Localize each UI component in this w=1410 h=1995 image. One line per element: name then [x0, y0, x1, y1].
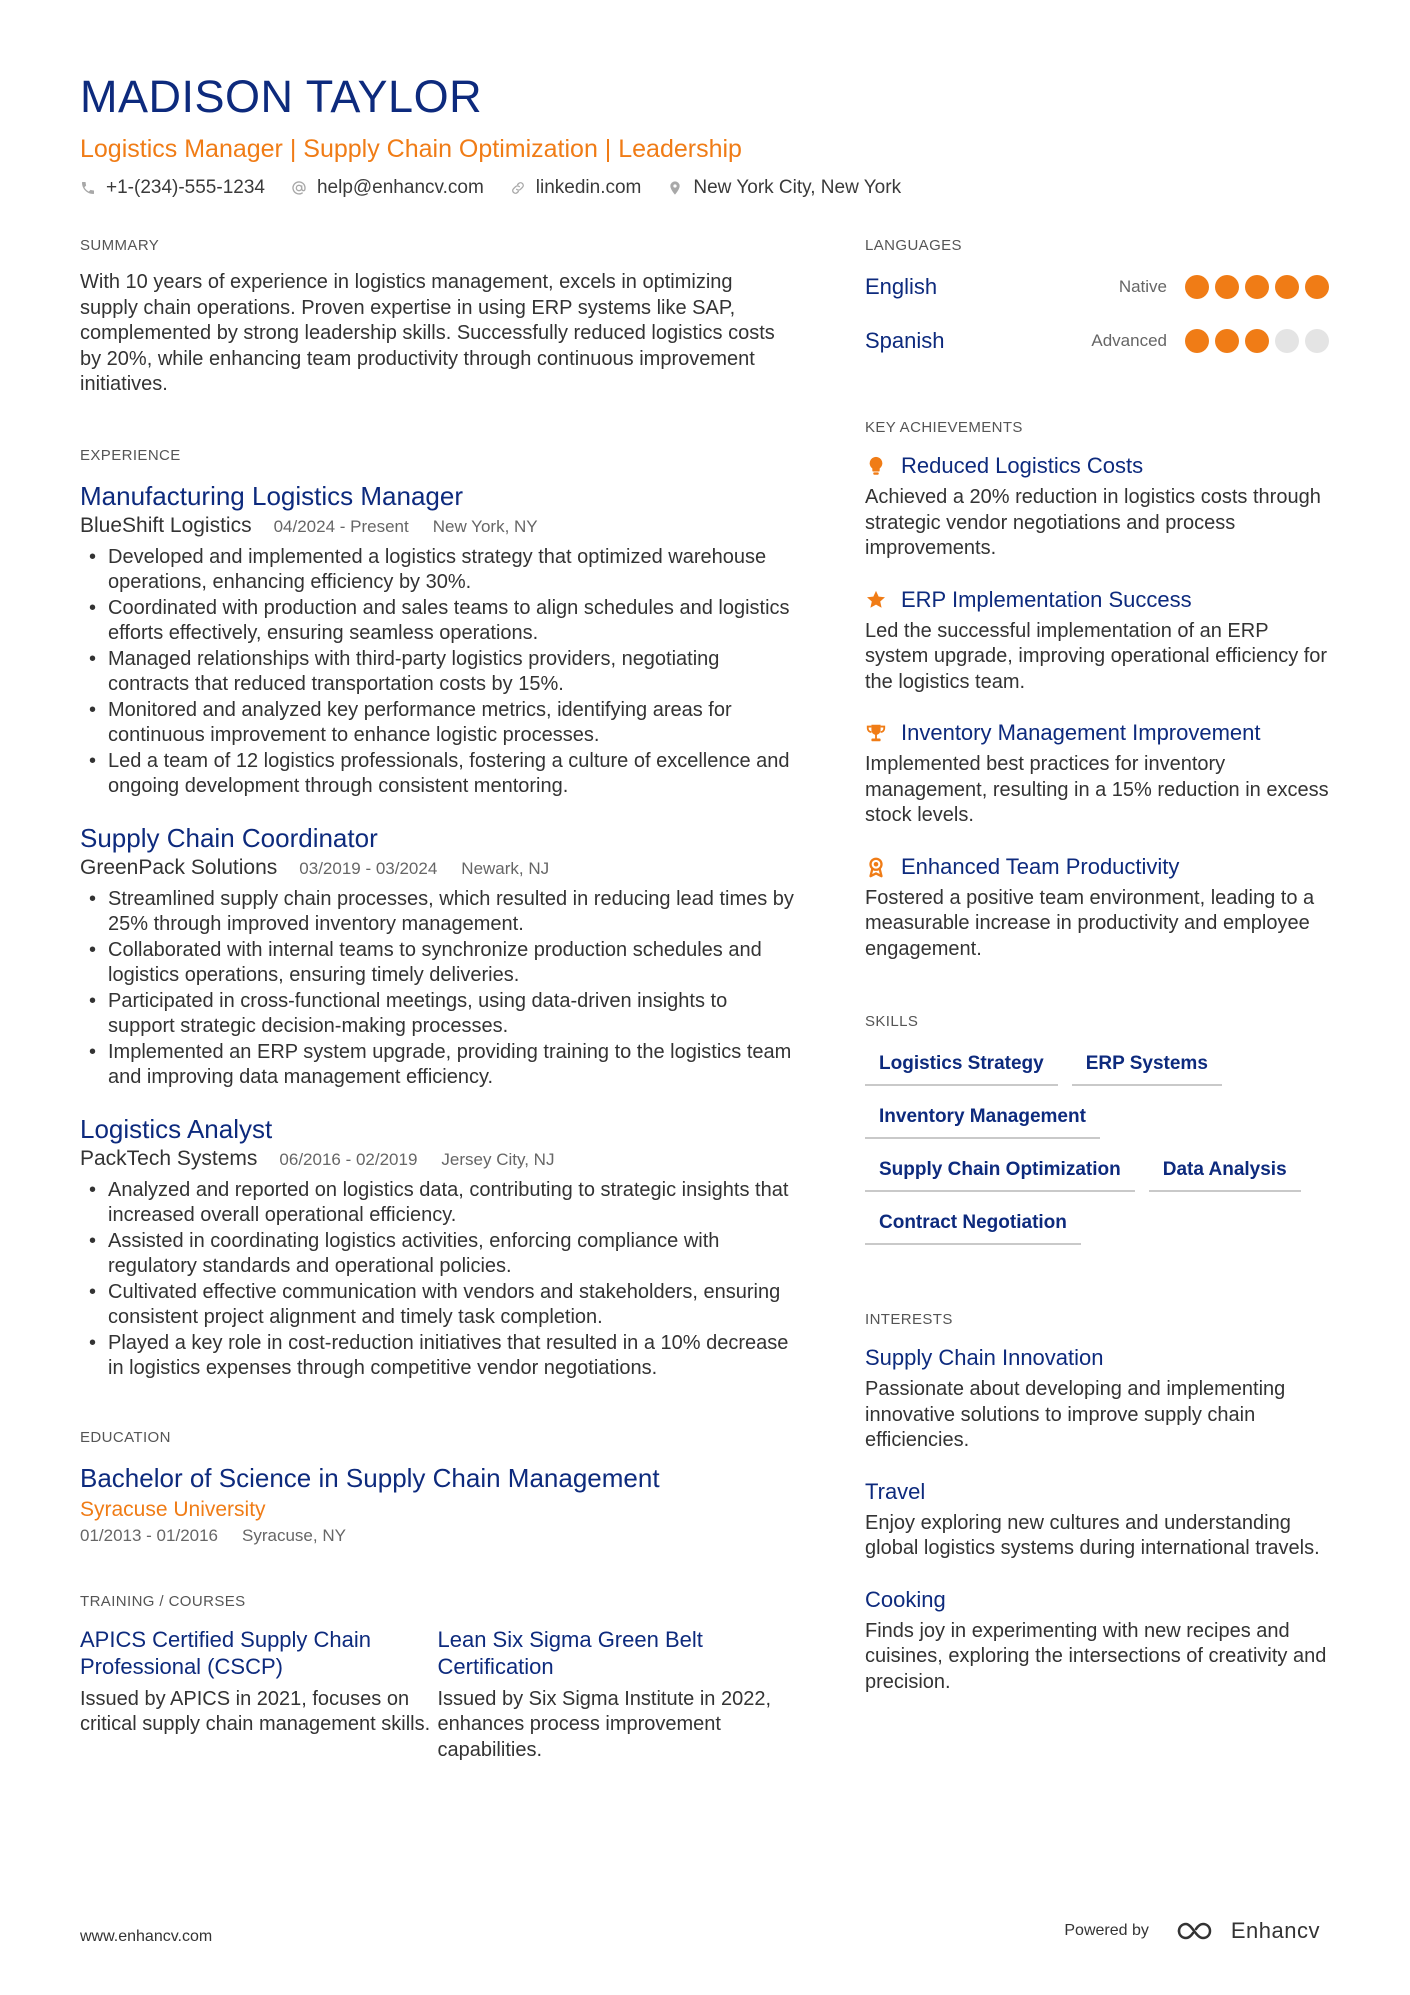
course-item: [438, 1626, 796, 1764]
phone-icon: [80, 180, 96, 196]
achievements-section: [865, 418, 1335, 962]
achievement-item: [865, 586, 1335, 696]
job-bullet: • Collaborated with internal teams to synchronize production schedules and logistics operations, ensuring timely deliveries.: [80, 938, 795, 989]
achievement-title: Inventory Management Improvement: [901, 720, 1261, 745]
language-row: [865, 314, 1335, 368]
job-bullet: • Analyzed and reported on logistics data, contributing to strategic insights that increased overall operational efficiency.: [80, 1178, 795, 1229]
course-item: [80, 1626, 438, 1764]
achievements-heading: KEY ACHIEVEMENTS: [865, 419, 1023, 436]
job-bullet: • Played a key role in cost-reduction initiatives that resulted in a 10% decrease in logistics expenses through competitive vendor negotiations.: [80, 1331, 795, 1382]
location-pin-icon: [667, 180, 683, 196]
achievement-item: [865, 853, 1335, 963]
interest-item: [865, 1344, 1335, 1454]
job-title: Supply Chain Coordinator: [80, 822, 378, 853]
summary-heading: SUMMARY: [80, 237, 160, 254]
language-rating: [1185, 329, 1335, 353]
job-entry: [80, 480, 795, 800]
experience-heading: EXPERIENCE: [80, 446, 181, 464]
job-bullet: • Participated in cross-functional meetings, using data-driven insights to support strategic decision-making processes.: [80, 989, 795, 1040]
education-heading: EDUCATION: [80, 1428, 171, 1446]
link-icon: [510, 180, 526, 196]
job-meta: [80, 855, 795, 881]
job-title: Logistics Analyst: [80, 1113, 273, 1144]
job-dates: 03/2019 - 03/2024: [299, 858, 438, 878]
course-list: [80, 1626, 795, 1764]
job-bullet: • Assisted in coordinating logistics activities, enforcing compliance with regulatory standards and operational policies.: [80, 1229, 795, 1280]
achievement-desc: Implemented best practices for inventory management, resulting in a 15% reduction in excess stock levels.: [865, 753, 1329, 826]
job-bullet: • Streamlined supply chain processes, which resulted in reducing lead times by 25% through improved inventory management.: [80, 887, 795, 938]
job-bullet: • Led a team of 12 logistics professionals, fostering a culture of excellence and ongoing development through consistent mentoring.: [80, 749, 795, 800]
job-bullet: • Managed relationships with third-party logistics providers, negotiating contracts that reduced transportation costs by 15%.: [80, 647, 795, 698]
candidate-name: MADISON TAYLOR: [80, 71, 483, 122]
experience-section: [80, 446, 795, 1382]
star-icon: [865, 589, 887, 611]
language-level: Native: [1118, 277, 1167, 296]
resume-header: [80, 70, 1330, 200]
achievement-item: [865, 452, 1335, 562]
job-bullets: [80, 1178, 795, 1382]
language-name: Spanish: [865, 328, 945, 353]
skills-heading: SKILLS: [865, 1013, 919, 1030]
course-title: Lean Six Sigma Green Belt Certification: [437, 1626, 703, 1679]
course-desc: Issued by Six Sigma Institute in 2022, enhances process improvement capabilities.: [437, 1687, 772, 1761]
interest-desc: Enjoy exploring new cultures and understanding global logistics systems during international travels.: [865, 1511, 1320, 1559]
rating-dot-filled: [1215, 275, 1239, 299]
phone-text: +1-(234)-555-1234: [106, 177, 265, 198]
linkedin-link[interactable]: linkedin.com: [535, 177, 642, 198]
language-rating: [1185, 275, 1335, 299]
job-bullet: • Coordinated with production and sales teams to align schedules and logistics efforts effectively, ensuring seamless operations.: [80, 596, 795, 647]
job-location: Newark, NJ: [461, 858, 550, 878]
summary-text: With 10 years of experience in logistics management, excels in optimizing supply chain operations. Proven expertise in using ERP systems like SAP, complemented by strong leadership skills. Successfully reduced logistics costs by 20%, while enhancing team productivity through continuous improvement initiatives.: [80, 271, 775, 395]
training-section: [80, 1592, 795, 1764]
candidate-title: Logistics Manager | Supply Chain Optimization | Leadership: [80, 135, 742, 163]
job-bullet: • Developed and implemented a logistics strategy that optimized warehouse operations, enhancing efficiency by 30%.: [80, 545, 795, 596]
medal-icon: [865, 856, 887, 878]
job-title: Manufacturing Logistics Manager: [80, 480, 463, 511]
rating-dot-filled: [1305, 275, 1329, 299]
rating-dot-filled: [1185, 329, 1209, 353]
job-dates: 06/2016 - 02/2019: [279, 1149, 418, 1169]
interest-title: Travel: [865, 1478, 926, 1504]
interest-desc: Passionate about developing and implementing innovative solutions to improve supply chain efficiencies.: [865, 1378, 1286, 1451]
location-text: New York City, New York: [693, 177, 902, 198]
job-location: New York, NY: [432, 516, 538, 536]
contact-linkedin[interactable]: [510, 176, 642, 200]
achievement-title: ERP Implementation Success: [901, 586, 1192, 612]
achievement-title: Reduced Logistics Costs: [901, 453, 1144, 478]
brand-logo[interactable]: [1175, 1918, 1320, 1944]
edu-dates: 01/2013 - 01/2016: [80, 1525, 219, 1545]
footer-website[interactable]: www.enhancv.com: [80, 1928, 213, 1945]
course-desc: Issued by APICS in 2021, focuses on critical supply chain management skills.: [80, 1687, 431, 1735]
job-bullet: • Implemented an ERP system upgrade, providing training to the logistics team and improving data management efficiency.: [80, 1040, 795, 1091]
skill-list: [865, 1048, 1335, 1260]
job-bullets: [80, 545, 795, 800]
language-name: English: [865, 274, 938, 299]
achievement-desc: Achieved a 20% reduction in logistics costs through strategic vendor negotiations and process improvements.: [865, 486, 1321, 559]
skills-section: [865, 1012, 1335, 1260]
summary-section: [80, 236, 795, 398]
skill-tag: Supply Chain Optimization: [865, 1154, 1135, 1192]
brand-name: Enhancv: [1230, 1918, 1320, 1943]
achievement-desc: Fostered a positive team environment, leading to a measurable increase in productivity and employee engagement.: [865, 886, 1315, 960]
job-bullet: • Monitored and analyzed key performance metrics, identifying areas for continuous improvement to enhance logistic processes.: [80, 698, 795, 749]
contact-email[interactable]: [291, 176, 484, 200]
language-level: Advanced: [1091, 331, 1167, 350]
rating-dot-filled: [1245, 329, 1269, 353]
skill-tag: Logistics Strategy: [865, 1048, 1058, 1086]
interest-item: [865, 1478, 1335, 1562]
course-title: APICS Certified Supply Chain Professional (CSCP): [80, 1626, 372, 1679]
job-entry: [80, 822, 795, 1091]
rating-dot-filled: [1245, 275, 1269, 299]
interest-title: Cooking: [865, 1586, 946, 1612]
languages-section: [865, 236, 1335, 368]
job-location: Jersey City, NJ: [441, 1149, 555, 1169]
interest-item: [865, 1586, 1335, 1696]
at-icon: [291, 180, 307, 196]
job-company: BlueShift Logistics: [80, 513, 252, 537]
job-entry: [80, 1113, 795, 1382]
rating-dot-filled: [1215, 329, 1239, 353]
job-company: GreenPack Solutions: [80, 855, 278, 879]
job-meta: [80, 513, 795, 539]
rating-dot-empty: [1275, 329, 1299, 353]
job-dates: 04/2024 - Present: [273, 516, 409, 536]
interest-title: Supply Chain Innovation: [865, 1345, 1104, 1370]
footer-branding: [1064, 1918, 1320, 1944]
contact-phone: [80, 176, 265, 200]
interests-heading: INTERESTS: [865, 1311, 953, 1328]
rating-dot-empty: [1305, 329, 1329, 353]
rating-dot-filled: [1275, 275, 1299, 299]
rating-dot-filled: [1185, 275, 1209, 299]
edu-location: Syracuse, NY: [242, 1525, 346, 1545]
training-heading: TRAINING / COURSES: [80, 1592, 246, 1610]
language-row: [865, 260, 1335, 314]
achievement-item: [865, 719, 1335, 829]
interests-section: [865, 1310, 1335, 1695]
right-column: [865, 236, 1335, 1695]
interest-desc: Finds joy in experimenting with new recipes and cuisines, exploring the intersections of creativity and precision.: [865, 1619, 1327, 1693]
trophy-icon: [865, 722, 887, 744]
edu-meta: [80, 1526, 795, 1546]
job-meta: [80, 1146, 795, 1172]
achievement-desc: Led the successful implementation of an ERP system upgrade, improving operational efficiency for the logistics team.: [865, 619, 1328, 693]
email-link[interactable]: help@enhancv.com: [316, 177, 484, 198]
contact-location: [667, 176, 901, 200]
contact-bar: [80, 176, 1330, 200]
enhancv-logo-icon: [1175, 1919, 1221, 1943]
education-section: [80, 1428, 795, 1546]
skill-tag: Data Analysis: [1149, 1154, 1301, 1192]
job-company: PackTech Systems: [80, 1146, 258, 1170]
languages-heading: LANGUAGES: [865, 237, 962, 254]
job-bullets: [80, 887, 795, 1091]
edu-school: Syracuse University: [80, 1497, 266, 1521]
skill-tag: Contract Negotiation: [865, 1207, 1081, 1245]
powered-by-text: Powered by: [1064, 1922, 1149, 1939]
skill-tag: ERP Systems: [1072, 1048, 1222, 1086]
lightbulb-icon: [865, 455, 887, 477]
edu-degree: Bachelor of Science in Supply Chain Management: [80, 1462, 660, 1493]
skill-tag: Inventory Management: [865, 1101, 1100, 1139]
achievement-title: Enhanced Team Productivity: [901, 853, 1180, 879]
job-bullet: • Cultivated effective communication with vendors and stakeholders, ensuring consistent project alignment and timely task completion.: [80, 1280, 795, 1331]
left-column: [80, 236, 795, 1763]
